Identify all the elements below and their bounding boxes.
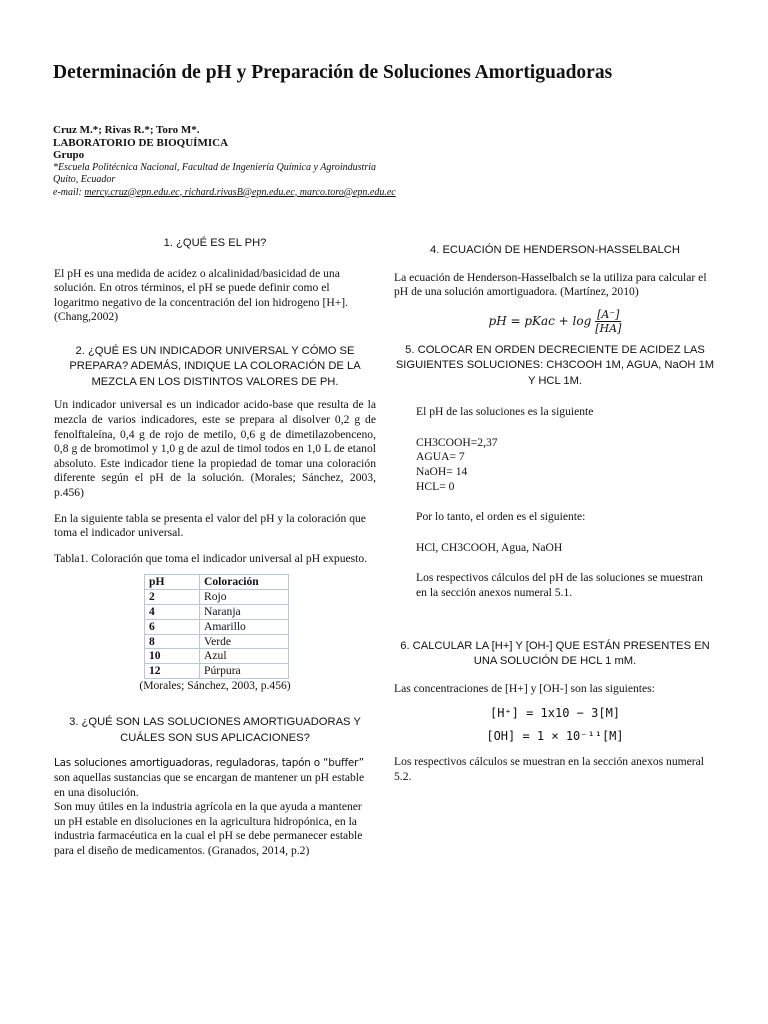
h-concentration-equation: [H⁺] = 1x10 − 3[M]	[489, 706, 621, 721]
ph-value-hcl: HCL= 0	[416, 479, 455, 493]
section-3-first-line: Las soluciones amortiguadoras, reguladoras, tapón o “buffer”	[54, 757, 364, 770]
section-3-body-2: Son muy útiles en la industria agrícola en la que ayuda a mantener un pH estable en disoluciones en la agricultura hidropónica, en la industria farmacéutica en la cual el pH se debe permanecer estable para el diseño de medicamentos. (Granados, 2014, p.2)	[54, 800, 363, 858]
section-5-heading: 5. COLOCAR EN ORDEN DECRECIENTE DE ACIDEZ LAS SIGUIENTES SOLUCIONES: CH3COOH 1M, AGUA, NaOH 1M Y HCL 1M.	[395, 343, 715, 387]
table-cell-color: Rojo	[200, 590, 289, 605]
table-row	[145, 664, 289, 679]
email-line	[53, 187, 396, 200]
author-names: Cruz M.*; Rivas R.*; Toro M*.	[53, 124, 200, 136]
table-cell-color: Púrpura	[200, 664, 289, 679]
institution: *Escuela Politécnica Nacional, Facultad de Ingeniería Química y Agroindustria	[53, 161, 376, 173]
section-1-body: El pH es una medida de acidez o alcalinidad/basicidad de una solución. En otros términos, el pH se puede definir como el logaritmo negativo de la concentración del ion hidrogeno [H+]. (Chang,2002)	[54, 266, 349, 324]
table-row	[145, 649, 289, 664]
ph-value-ch3cooh: CH3COOH=2,37	[416, 435, 498, 449]
table-source: (Morales; Sánchez, 2003, p.456)	[139, 678, 291, 692]
section-3-heading: 3. ¿QUÉ SON LAS SOLUCIONES AMORTIGUADORAS Y CUÁLES SON SUS APLICACIONES?	[69, 716, 361, 744]
equation-fraction	[595, 308, 621, 335]
section-5-content	[394, 405, 716, 600]
table-row	[145, 634, 289, 649]
table-header-ph: pH	[145, 575, 200, 590]
ph-value-naoh: NaOH= 14	[416, 464, 468, 478]
table-cell-ph: 10	[145, 649, 200, 664]
table-cell-ph: 12	[145, 664, 200, 679]
equation-denominator: [HA]	[595, 321, 622, 335]
author-block	[53, 124, 396, 199]
table-cell-ph: 6	[145, 619, 200, 634]
section-3-body: son aquellas sustancias que se encargan de mantener un pH estable en una disolución.	[54, 771, 365, 799]
group-label: Grupo	[53, 149, 85, 161]
table-row	[145, 619, 289, 634]
email-label: e-mail:	[53, 186, 85, 198]
table-cell-ph: 8	[145, 634, 200, 649]
table-caption: Tabla1. Coloración que toma el indicador universal al pH expuesto.	[54, 551, 368, 565]
section-5-intro: El pH de las soluciones es la siguiente	[416, 405, 594, 419]
section-6-heading: 6. CALCULAR LA [H+] Y [OH-] QUE ESTÁN PRESENTES EN UNA SOLUCIÓN DE HCL 1 mM.	[400, 639, 710, 668]
section-2-body-2: En la siguiente tabla se presenta el valor del pH y la coloración que toma el indicador universal.	[54, 511, 366, 540]
table-row	[145, 590, 289, 605]
section-2-heading: 2. ¿QUÉ ES UN INDICADOR UNIVERSAL Y CÓMO SE PREPARA? ADEMÁS, INDIQUE LA COLORACIÓN DE LA MEZCLA EN LOS DISTINTOS VALORES DE PH.	[69, 344, 361, 388]
page-title: Determinación de pH y Preparación de Soluciones Amortiguadoras	[53, 62, 613, 83]
table-header-row	[145, 575, 289, 590]
section-5-conclusion: Por lo tanto, el orden es el siguiente:	[416, 510, 586, 524]
ph-color-table	[144, 574, 289, 679]
lab-name: LABORATORIO DE BIOQUÍMICA	[53, 136, 229, 149]
right-column	[394, 243, 716, 785]
table-header-color: Coloración	[200, 575, 289, 590]
section-6-intro: Las concentraciones de [H+] y [OH-] son las siguientes:	[394, 681, 655, 695]
section-1-heading: 1. ¿QUÉ ES EL PH?	[163, 237, 267, 249]
table-row	[145, 604, 289, 619]
section-6-note: Los respectivos cálculos se muestran en la sección anexos numeral 5.2.	[394, 755, 705, 783]
table-cell-color: Naranja	[200, 604, 289, 619]
table-cell-color: Amarillo	[200, 619, 289, 634]
table-cell-ph: 2	[145, 590, 200, 605]
table-cell-color: Azul	[200, 649, 289, 664]
left-column	[54, 236, 376, 859]
section-2-body: Un indicador universal es un indicador acido-base que resulta de la mezcla de varios indicadores, este se prepara al disolver 0,2 g de fenolftaleína, 0,4 g de rojo de metilo, 0,6 g de dimetilazobenceno, 0,8 g de bromotimol y 1,0 g de azul de timol todos en 1,0 L de etanol absoluto. Este indicador tiene la propiedad de tomar una coloración diferente según el pH de la solución. (Morales; Sánchez, 2003, p.456)	[54, 398, 376, 499]
section-5-order: HCl, CH3COOH, Agua, NaOH	[416, 540, 563, 554]
section-5-note: Los respectivos cálculos del pH de las soluciones se muestran en la sección anexos numeral 5.1.	[416, 571, 703, 599]
city: Quito, Ecuador	[53, 174, 116, 185]
oh-concentration-equation: [OH] = 1 × 10⁻¹¹[M]	[486, 728, 624, 743]
section-4-heading: 4. ECUACIÓN DE HENDERSON-HASSELBALCH	[430, 244, 680, 256]
section-4-body: La ecuación de Henderson-Hasselbalch se la utiliza para calcular el pH de una solución amortiguadora. (Martínez, 2010)	[394, 270, 707, 299]
email-links[interactable]: mercy.cruz@epn.edu.ec, richard.rivasB@epn.edu.ec, marco.toro@epn.edu.ec	[84, 186, 396, 198]
ph-value-agua: AGUA= 7	[416, 450, 465, 464]
table-cell-ph: 4	[145, 604, 200, 619]
henderson-equation	[394, 308, 716, 335]
table-cell-color: Verde	[200, 634, 289, 649]
equation-lhs: pH = pKac + log	[488, 313, 592, 328]
equation-numerator: [A⁻]	[597, 307, 620, 321]
